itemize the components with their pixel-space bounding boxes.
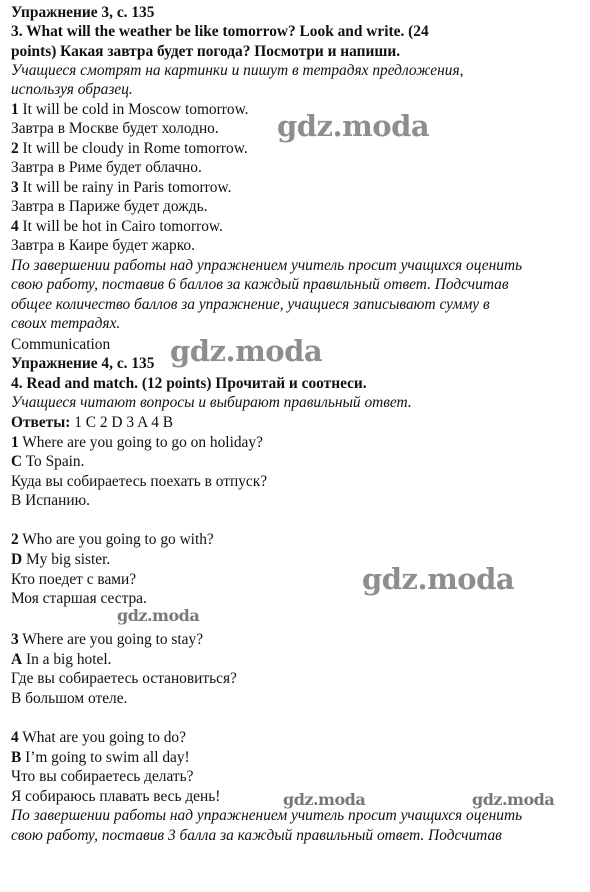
text-line <box>11 452 84 471</box>
text-segment: 1 C 2 D 3 A 4 B <box>70 414 174 431</box>
text-line <box>11 217 223 236</box>
text-segment: Завтра в Каире будет жарко. <box>11 237 195 254</box>
text-segment: Завтра в Париже будет дождь. <box>11 198 208 215</box>
text-segment: I’m going to swim all day! <box>21 749 190 766</box>
text-line <box>11 275 509 294</box>
text-line <box>11 22 429 41</box>
text-segment: Завтра в Москве будет холодно. <box>11 120 219 137</box>
text-segment: 1 <box>11 101 19 118</box>
text-line <box>11 472 267 491</box>
text-line <box>11 80 133 99</box>
text-segment: Where are you going to go on holiday? <box>18 434 263 451</box>
watermark: gdz.moda <box>472 790 555 809</box>
text-segment: It will be hot in Cairo tomorrow. <box>18 218 223 235</box>
text-segment: It will be rainy in Paris tomorrow. <box>18 179 232 196</box>
text-segment: Учащиеся читают вопросы и выбирают правильный ответ. <box>11 394 412 411</box>
text-segment: Ответы: <box>11 414 71 431</box>
text-line <box>11 335 110 354</box>
text-line <box>11 491 90 510</box>
text-segment: 1 <box>11 434 19 451</box>
text-line <box>11 256 522 275</box>
watermark: gdz.moda <box>283 790 366 809</box>
text-segment: Where are you going to stay? <box>18 631 204 648</box>
text-segment: To Spain. <box>22 453 85 470</box>
text-segment: В большом отеле. <box>11 690 128 707</box>
text-segment: In a big hotel. <box>22 651 112 668</box>
text-line <box>11 295 490 314</box>
text-line <box>11 354 154 373</box>
text-line <box>11 630 203 649</box>
text-segment: Communication <box>11 336 111 353</box>
text-segment: A <box>11 651 23 668</box>
text-line <box>11 550 110 569</box>
text-segment: Who are you going to go with? <box>18 531 214 548</box>
text-segment: 3 <box>11 179 19 196</box>
text-segment: свою работу, поставив 3 балла за каждый правильный ответ. Подсчитав <box>11 827 502 844</box>
text-segment: 3. What will the weather be like tomorrow? Look and write. (24 <box>11 23 429 40</box>
text-segment: D <box>11 551 23 568</box>
text-segment: What are you going to do? <box>18 729 186 746</box>
text-line <box>11 236 195 255</box>
text-line <box>11 669 237 688</box>
text-line <box>11 689 127 708</box>
text-segment: 2 <box>11 140 19 157</box>
text-segment: B <box>11 749 22 766</box>
text-segment: своих тетрадях. <box>11 315 121 332</box>
text-line <box>11 3 154 22</box>
text-line <box>11 139 248 158</box>
text-line <box>11 374 367 393</box>
text-segment: Учащиеся смотрят на картинки и пишут в тетрадях предложения, <box>11 62 464 79</box>
text-segment: Куда вы собираетесь поехать в отпуск? <box>11 473 268 490</box>
text-segment: 4. Read and match. (12 points) Прочитай и соотнеси. <box>11 375 367 392</box>
text-line <box>11 728 186 747</box>
text-segment: Моя старшая сестра. <box>11 590 147 607</box>
text-segment: общее количество баллов за упражнение, учащиеся записывают сумму в <box>11 296 490 313</box>
text-segment: Завтра в Риме будет облачно. <box>11 159 202 176</box>
text-line <box>11 413 173 432</box>
text-line <box>11 178 231 197</box>
text-line <box>11 197 208 216</box>
text-segment: 2 <box>11 531 19 548</box>
text-line <box>11 787 220 806</box>
text-line <box>11 806 522 825</box>
text-segment: свою работу, поставив 6 баллов за каждый правильный ответ. Подсчитав <box>11 276 509 293</box>
text-segment: Упражнение 4, с. 135 <box>11 355 155 372</box>
text-segment: Я собираюсь плавать весь день! <box>11 788 221 805</box>
text-line <box>11 158 202 177</box>
text-line <box>11 119 219 138</box>
text-line <box>11 314 120 333</box>
text-line <box>11 61 463 80</box>
text-line <box>11 393 412 412</box>
watermark: gdz.moda <box>362 562 515 596</box>
text-segment: По завершении работы над упражнением учитель просит учащихся оценить <box>11 807 523 824</box>
text-segment: Где вы собираетесь остановиться? <box>11 670 237 687</box>
text-line <box>11 100 249 119</box>
text-line <box>11 826 502 845</box>
watermark: gdz.moda <box>277 109 430 143</box>
text-line <box>11 767 193 786</box>
text-line <box>11 530 214 549</box>
text-segment: It will be cold in Moscow tomorrow. <box>18 101 249 118</box>
text-segment: C <box>11 453 23 470</box>
text-segment: По завершении работы над упражнением учитель просит учащихся оценить <box>11 257 523 274</box>
text-line <box>11 570 136 589</box>
watermark: gdz.moda <box>117 606 200 625</box>
text-segment: 4 <box>11 729 19 746</box>
text-segment: My big sister. <box>22 551 111 568</box>
text-segment: 4 <box>11 218 19 235</box>
text-line <box>11 433 263 452</box>
text-segment: В Испанию. <box>11 492 90 509</box>
text-line <box>11 748 190 767</box>
text-segment: It will be cloudy in Rome tomorrow. <box>18 140 248 157</box>
text-line <box>11 650 111 669</box>
text-line <box>11 42 400 61</box>
text-segment: 3 <box>11 631 19 648</box>
text-segment: используя образец. <box>11 81 133 98</box>
text-segment: Что вы собираетесь делать? <box>11 768 194 785</box>
text-segment: Упражнение 3, с. 135 <box>11 4 155 21</box>
watermark: gdz.moda <box>170 334 323 368</box>
text-segment: points) Какая завтра будет погода? Посмотри и напиши. <box>11 43 401 60</box>
text-segment: Кто поедет с вами? <box>11 571 137 588</box>
